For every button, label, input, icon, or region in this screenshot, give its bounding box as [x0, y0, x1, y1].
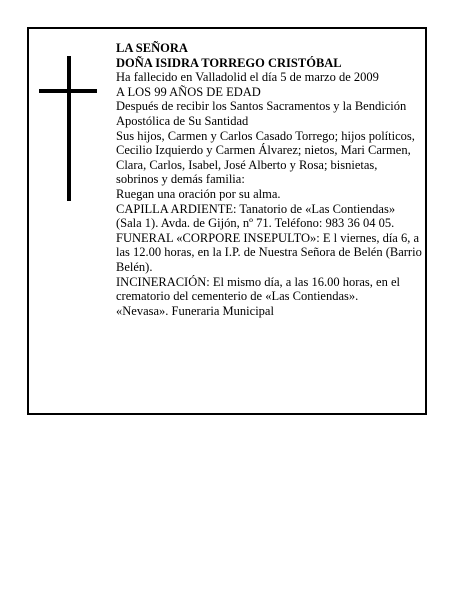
deceased-name: DOÑA ISIDRA TORREGO CRISTÓBAL: [116, 55, 342, 70]
family-statement: Sus hijos, Carmen y Carlos Casado Torrego; hijos políticos, Cecilio Izquierdo y Carmen Álvarez; nietos, Mari Carmen, Clara, Carlos, Isabel, José Alberto y Rosa; bisnietas, sobrinos y demás familia:: [116, 128, 415, 187]
cross-horizontal-bar: [39, 89, 97, 93]
prayer-request: Ruegan una oración por su alma.: [116, 186, 281, 201]
chapel-info: CAPILLA ARDIENTE: Tanatorio de «Las Contiendas» (Sala 1). Avda. de Gijón, nº 71. Teléfono: 983 36 04 05.: [116, 201, 396, 231]
notice-title-line1: LA SEÑORA: [116, 41, 188, 55]
notice-text: [116, 41, 422, 318]
funeral-info: FUNERAL «CORPORE INSEPULTO»: E l viernes, día 6, a las 12.00 horas, en la I.P. de Nuestra Señora de Belén (Barrio Belén).: [116, 230, 422, 274]
cross-icon: [39, 56, 97, 201]
death-statement: Ha fallecido en Valladolid el día 5 de marzo de 2009: [116, 70, 379, 85]
funeral-home: «Nevasa». Funeraria Municipal: [116, 303, 274, 318]
obituary-notice: [27, 27, 427, 415]
cross-vertical-bar: [67, 56, 71, 201]
cremation-info: INCINERACIÓN: El mismo día, a las 16.00 horas, en el crematorio del cementerio de «Las Contiendas».: [116, 274, 400, 304]
sacraments-statement: Después de recibir los Santos Sacramentos y la Bendición Apostólica de Su Santidad: [116, 99, 407, 128]
age-statement: A LOS 99 AÑOS DE EDAD: [116, 84, 261, 99]
